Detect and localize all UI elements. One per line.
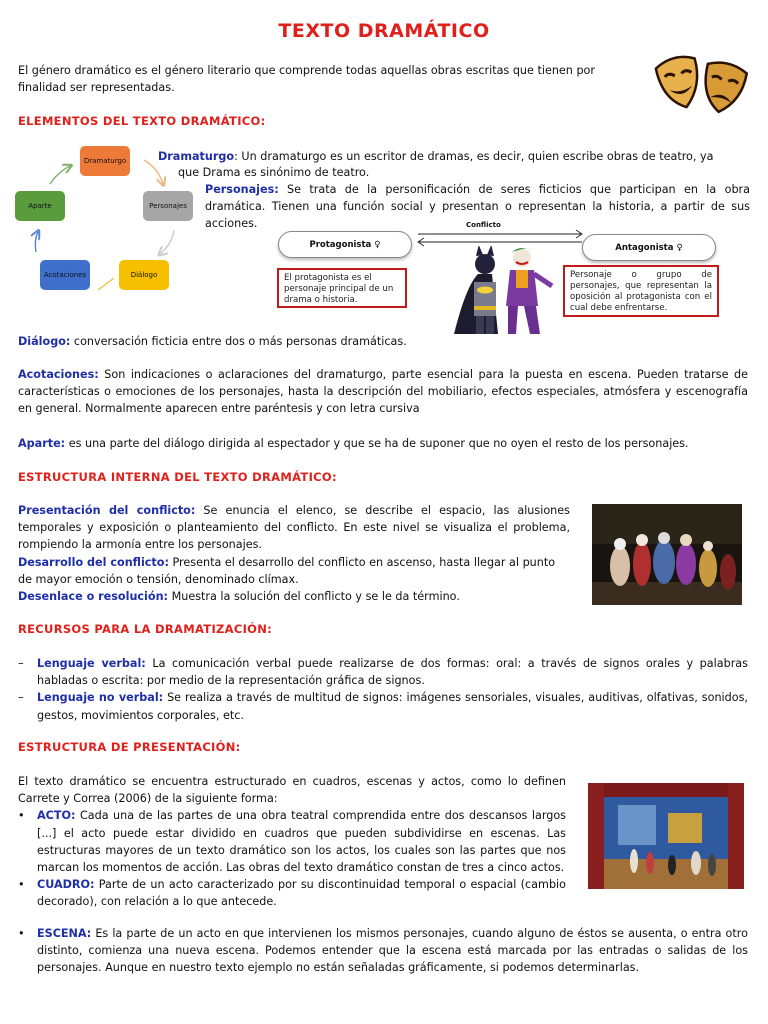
protagonista-note: El protagonista es el personaje principal de un drama o historia. [277,268,407,308]
superhero-villain-illustration [448,246,558,338]
aparte-text: es una parte del diálogo dirigida al espectador y que se ha de suponer que no oyen el resto de los personajes. [65,437,689,450]
cuadro-term: CUADRO: [37,878,95,892]
presentacion-intro: El texto dramático se encuentra estructurado en cuadros, escenas y actos, como lo definen Carrete y Correa (2006) de la siguiente forma: [18,775,566,806]
protagonista-label: Protagonista [309,239,372,250]
verbal-text: La comunicación verbal puede realizarse de dos formas: oral: a través de signos orales y palabras habladas o escrita: por medio de la representación gráfica de signos. [37,657,748,688]
verbal-term: Lenguaje verbal: [37,657,146,670]
antagonista-pill [582,234,716,261]
bullet-mark: • [18,927,25,940]
presentacion-block [18,773,566,911]
personajes-term: Personajes: [205,183,279,196]
acotaciones-text: Son indicaciones o aclaraciones del dramaturgo, parte esencial para la puesta en escena. Pueden tratarse de características o emociones de los personajes, hasta la descripción del mobiliario, efectos especiales, atmósfera y escenografía en general. Normalmente aparecen entre paréntesis y con letra cursiva [18,368,748,416]
bullet-mark: • [18,809,25,823]
desarrollo-term: Desarrollo del conflicto: [18,555,169,569]
school-stage-photo [588,783,744,889]
person-icon: ♀ [374,239,381,250]
dramaturgo-definition-cont: que Drama es sinónimo de teatro. [178,166,370,179]
conflict-label: Conflicto [466,221,501,229]
bullet-mark: • [18,878,25,892]
escena-block [18,925,748,977]
section-heading-elementos: ELEMENTOS DEL TEXTO DRAMÁTICO: [18,114,266,128]
list-item [18,655,748,689]
personajes-text: Se trata de la personificación de seres ficticios que participan en la obra dramática. Tienen una función social y presentan o representan la historia, a partir de sus acciones. [205,183,750,231]
presentacion-term: Presentación del conflicto: [18,504,196,517]
cycle-box-dramaturgo: Dramaturgo [80,146,130,176]
acto-text: Cada una de las partes de una obra teatral comprendida entre dos descansos largos [...] el acto puede estar dividido en cuadros que pueden subdividirse en escenas. Las estructuras mayores de un texto dramático son los actos, los cuales son las partes que nos marcan los momentos de acción. Las obras del texto dramático constan de tres a cinco actos. [37,809,566,875]
presentacion-conflicto [18,502,570,554]
escena-text: Es la parte de un acto en que intervienen los mismos personajes, cuando alguno de éstos se ausenta, o entra otro distinto, comienza una nueva escena. Podemos entender que la escena está marcada por las entradas o salidas de los personajes. Aunque en nuestro texto ejemplo no están señaladas gráficamente, si podemos determinarlas. [37,927,748,975]
page-title: TEXTO DRAMÁTICO [278,20,490,42]
conflict-arrows [410,228,590,248]
aparte-term: Aparte: [18,437,66,450]
dialogo-text: conversación ficticia entre dos o más personas dramáticas. [70,335,407,348]
bullet-mark: – [18,691,24,705]
noverbal-text: Se realiza a través de multitud de signos: imágenes sensoriales, visuales, auditivas, olfativas, sonidos, gestos, movimientos corporales, etc. [37,691,748,722]
cycle-box-dialogo: Diálogo [119,260,169,290]
antagonista-label: Antagonista [615,242,674,253]
acotaciones-definition [18,366,748,418]
antagonista-note: Personaje o grupo de personajes, que representan la oposición al protagonista con el cual debe enfrentarse. [563,265,719,317]
section-heading-presentacion: ESTRUCTURA DE PRESENTACIÓN: [18,740,241,754]
desenlace-resolucion [18,588,570,605]
acto-term: ACTO: [37,809,76,823]
bullet-mark: – [18,657,24,670]
list-item [18,689,748,723]
estructura-interna-block [18,502,570,605]
cycle-box-aparte: Aparte [15,191,65,221]
list-item [18,807,566,876]
cuadro-text: Parte de un acto caracterizado por su discontinuidad temporal o espacial (cambio decorado), con relación a lo que antecede. [37,878,566,909]
dramaturgo-text: : Un dramaturgo es un escritor de dramas, es decir, quien escribe obras de teatro, ya [234,150,714,163]
aparte-definition [18,435,748,452]
intro-paragraph: El género dramático es el género literario que comprende todas aquellas obras escritas que tienen por finalidad ser representadas. [18,64,595,95]
dialogo-definition [18,333,748,350]
dialogo-term: Diálogo: [18,335,71,348]
dramaturgo-definition [158,148,750,165]
acotaciones-term: Acotaciones: [18,368,99,381]
desenlace-text: Muestra la solución del conflicto y se le da término. [168,590,460,604]
list-item [18,876,566,910]
section-heading-estructura-interna: ESTRUCTURA INTERNA DEL TEXTO DRAMÁTICO: [18,470,337,484]
dramaturgo-term: Dramaturgo [158,150,235,163]
list-item [18,925,748,977]
theater-masks-icon [652,50,752,126]
cycle-box-acotaciones: Acotaciones [40,260,90,290]
noverbal-term: Lenguaje no verbal: [37,691,164,705]
person-icon: ♀ [676,242,683,253]
desarrollo-conflicto [18,554,570,588]
protagonista-pill [278,231,412,258]
desenlace-term: Desenlace o resolución: [18,590,169,604]
cycle-box-personajes: Personajes [143,191,193,221]
presentacion-text: Se enuncia el elenco, se describe el espacio, las alusiones temporales y exposición o planteamiento del conflicto. En este nivel se visualiza el problema, rompiendo la armonía entre los personajes. [18,504,570,552]
recursos-list [18,655,748,724]
desarrollo-text: Presenta el desarrollo del conflicto en ascenso, hasta llegar al punto de mayor emoción o tensión, denominado clímax. [18,555,556,586]
theater-performance-photo [592,504,742,605]
escena-term: ESCENA: [37,927,92,940]
section-heading-recursos: RECURSOS PARA LA DRAMATIZACIÓN: [18,622,273,636]
